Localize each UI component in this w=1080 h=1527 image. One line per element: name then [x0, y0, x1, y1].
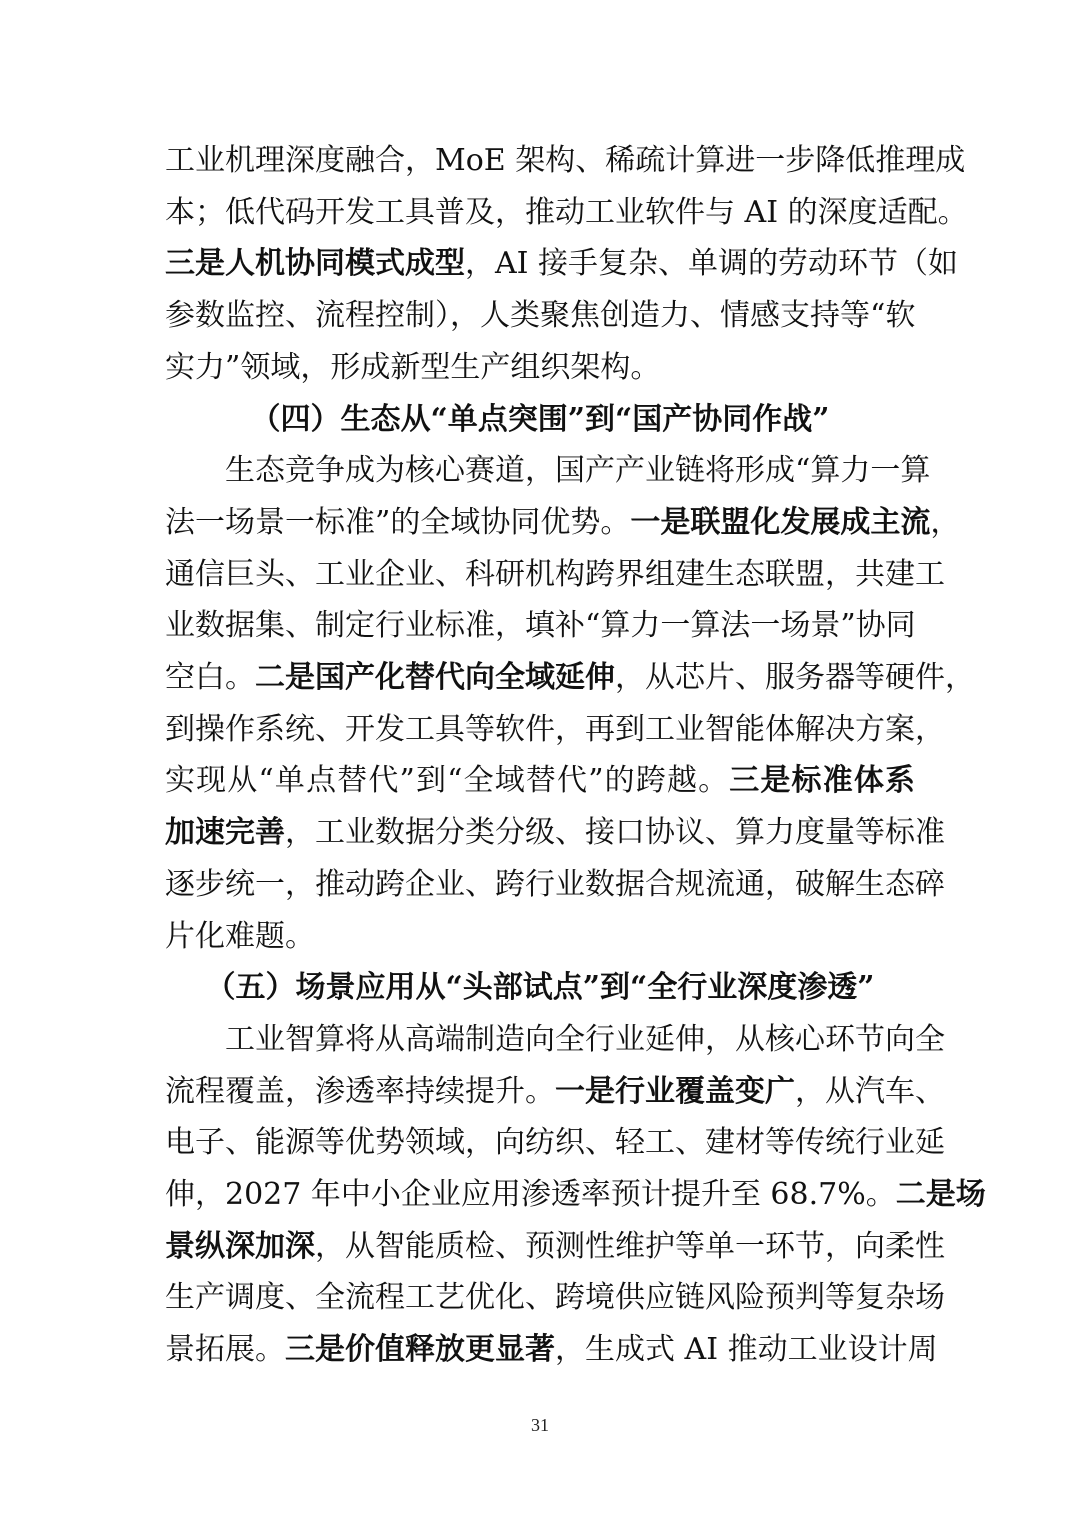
text-segment: ，生成式 AI 推动工业设计周 — [555, 1332, 938, 1368]
text-segment: ，工业数据分类分级、接口协议、算力度量等标准 — [285, 815, 945, 851]
text-line — [165, 601, 915, 651]
text-segment: 流程覆盖，渗透率持续提升。 — [165, 1073, 555, 1109]
text-line — [165, 498, 961, 548]
text-segment: 到操作系统、开发工具等软件，再到工业智能体解决方案， — [165, 711, 945, 747]
text-segment: 逐步统一，推动跨企业、跨行业数据合规流通，破解生态碎 — [165, 866, 945, 902]
text-line — [165, 912, 915, 962]
text-segment: 参数监控、流程控制），人类聚焦创造力、情感支持等“软 — [165, 298, 916, 334]
text-segment: 空白。 — [165, 660, 255, 695]
bold-phrase: 一是行业覆盖变广 — [555, 1073, 795, 1109]
text-line — [165, 653, 975, 703]
page-number: 31 — [531, 1415, 549, 1435]
text-segment: ，从汽车、 — [795, 1073, 945, 1109]
bold-phrase: 加速完善 — [165, 815, 285, 851]
text-line — [165, 860, 945, 910]
text-line — [165, 1170, 986, 1220]
text-segment: 通信巨头、工业企业、科研机构跨界组建生态联盟，共建工 — [165, 556, 945, 592]
text-line — [165, 136, 966, 186]
text-segment: ，AI 接手复杂、单调的劳动环节（如 — [465, 246, 959, 282]
text-line — [165, 756, 915, 806]
text-segment: 生态竞争成为核心赛道，国产产业链将形成“算力一算 — [165, 453, 931, 489]
bold-phrase: 二是场 — [895, 1177, 986, 1212]
text-segment: 景拓展。 — [165, 1332, 285, 1368]
bold-phrase: 一是联盟化发展成主流 — [630, 504, 931, 540]
text-segment: ，从智能质检、预测性维护等单一环节，向柔性 — [315, 1228, 945, 1264]
section-heading — [165, 395, 915, 445]
text-line — [165, 1067, 945, 1117]
text-segment: 生产调度、全流程工艺优化、跨境供应链风险预判等复杂场 — [165, 1280, 945, 1316]
text-line — [165, 705, 945, 755]
text-segment: 实现从“单点替代”到“全域替代”的跨越。 — [165, 763, 730, 799]
text-line — [165, 808, 945, 858]
bold-phrase: （四）生态从“单点突围”到“国产协同作战” — [250, 401, 830, 437]
text-segment: 工业机理深度融合，MoE 架构、稀疏计算进一步降低推理成 — [165, 143, 966, 178]
text-line — [165, 1118, 945, 1168]
text-line — [165, 1222, 945, 1272]
text-line — [165, 550, 945, 600]
bold-phrase: 三是人机协同模式成型 — [165, 246, 465, 282]
text-segment: 实力”领域，形成新型生产组织架构。 — [165, 349, 661, 385]
bold-phrase: 三是标准体系 — [729, 763, 915, 799]
text-line — [165, 446, 931, 496]
text-segment: 工业智算将从高端制造向全行业延伸，从核心环节向全 — [165, 1021, 945, 1057]
section-heading — [165, 963, 915, 1013]
text-segment: 片化难题。 — [165, 918, 315, 954]
text-segment: ， — [930, 504, 961, 540]
text-segment: ，从芯片、服务器等硬件， — [615, 660, 975, 695]
text-line — [165, 1273, 945, 1323]
bold-phrase: 三是价值释放更显著 — [285, 1332, 555, 1368]
bold-phrase: 二是国产化替代向全域延伸 — [255, 660, 615, 695]
text-segment: 本；低代码开发工具普及，推动工业软件与 AI 的深度适配。 — [165, 194, 968, 230]
text-line — [165, 1325, 938, 1375]
text-line — [165, 188, 968, 238]
bold-phrase: （五）场景应用从“头部试点”到“全行业深度渗透” — [205, 970, 875, 1006]
text-line — [165, 291, 915, 341]
text-line — [165, 239, 959, 289]
text-line — [165, 343, 915, 393]
text-line — [165, 1015, 945, 1065]
text-segment: 法一场景一标准”的全域协同优势。 — [165, 504, 631, 540]
bold-phrase: 景纵深加深 — [165, 1228, 315, 1264]
text-segment: 业数据集、制定行业标准，填补“算力一算法一场景”协同 — [165, 608, 916, 644]
text-segment: 伸，2027 年中小企业应用渗透率预计提升至 68.7%。 — [165, 1177, 896, 1212]
text-segment: 电子、能源等优势领域，向纺织、轻工、建材等传统行业延 — [165, 1125, 945, 1161]
